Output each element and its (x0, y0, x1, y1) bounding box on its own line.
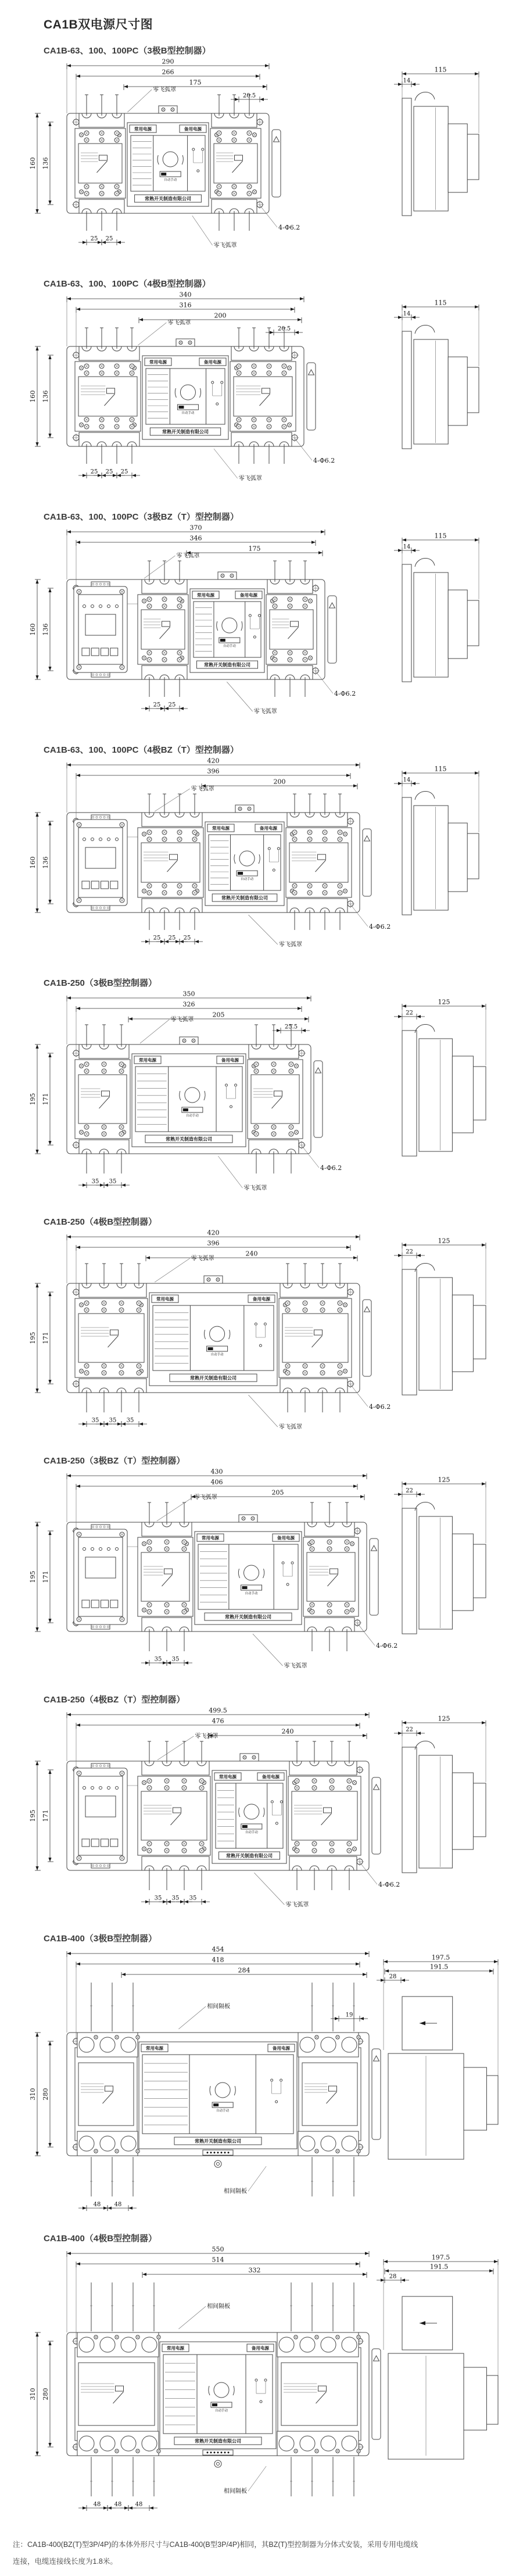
dim-side-width: 125 (438, 1476, 450, 1484)
auto-manual-label: 自动手动 (241, 878, 254, 881)
front-view (29, 757, 391, 949)
dim-mount-width: 396 (207, 1239, 220, 1247)
front-view (29, 2246, 381, 2511)
auto-manual-label: 自动手动 (245, 1831, 258, 1834)
dim-overall-width: 290 (162, 58, 174, 66)
dim-mount-height: 280 (42, 2088, 49, 2101)
dim-mount-height: 171 (42, 1332, 49, 1344)
dim-center-width: 175 (189, 78, 202, 87)
side-view (394, 999, 486, 1157)
normal-power-label: 常用电源 (134, 126, 152, 132)
mounting-holes-label: 4-Φ6.2 (376, 1642, 398, 1650)
arc-cover-label-top: 零飞弧罩 (176, 553, 200, 559)
mounting-holes-label: 4-Φ6.2 (320, 1164, 342, 1172)
arc-cover-label-bottom: 零飞弧罩 (285, 1902, 309, 1908)
front-view (29, 524, 356, 715)
footnote-line1: 注：CA1B-400(BZ(T)型3P/4P)的本体外形尺寸与CA1B-400(B型3P/4P)相同，其BZ(T)型控制器为分体式安装，采用专用电缆线 (13, 2541, 418, 2549)
dim-height: 310 (29, 2088, 37, 2101)
dim-overall-width: 499.5 (209, 1706, 227, 1715)
arc-cover-label-top: 零飞弧罩 (167, 320, 191, 326)
dim-terminal-pitch: 35 (109, 1178, 117, 1185)
section-drawing (12, 757, 523, 973)
dim-side-depth: 14 (403, 77, 411, 84)
mounting-holes-label: 4-Φ6.2 (369, 923, 391, 931)
dim-height: 195 (29, 1570, 37, 1583)
footnote-line2: 连接，电缆连接线长度为1.8米。 (13, 2557, 117, 2566)
auto-manual-label: 自动手动 (164, 178, 177, 182)
dim-overall-width: 420 (207, 757, 220, 765)
dim-height: 160 (29, 856, 37, 869)
dimension-section (0, 1215, 523, 1451)
dimension-section (0, 1454, 523, 1690)
section-drawing (12, 524, 523, 740)
company-label: 常熟开关制造有限公司 (195, 2438, 241, 2444)
dim-terminal-pitch: 35 (91, 1178, 99, 1185)
backup-power-label: 备用电源 (273, 2045, 290, 2051)
dim-mount-width: 316 (179, 301, 192, 309)
dimension-section (0, 976, 523, 1212)
dim-overall-width: 420 (207, 1229, 220, 1237)
backup-power-label: 备用电源 (260, 825, 277, 831)
dim-side-depth: 22 (406, 1010, 413, 1017)
dim-overall-width: 340 (179, 291, 192, 299)
dim-corner-offset: 25.5 (284, 1024, 298, 1031)
dim-height: 195 (29, 1332, 37, 1344)
phase-partition-label-top: 相间隔板 (207, 2003, 231, 2010)
dim-center-width: 200 (273, 778, 286, 786)
normal-power-label: 常用电源 (212, 825, 230, 831)
phase-partition-label-top: 相间隔板 (207, 2303, 231, 2310)
side-view (394, 765, 479, 915)
phase-partition-label-bottom: 相间隔板 (224, 2188, 247, 2195)
dimension-section (0, 1693, 523, 1929)
dim-mount-width: 266 (162, 68, 174, 76)
dimension-section (0, 743, 523, 973)
dim-terminal-pitch: 25 (168, 935, 176, 942)
arc-cover-label-top: 零飞弧罩 (170, 1017, 194, 1023)
side-view (377, 1954, 498, 2160)
section-heading: CA1B-63、100、100PC（4极BZ（T）型控制器） (44, 745, 239, 755)
dim-height: 160 (29, 390, 37, 403)
dim-mount-height: 136 (42, 856, 49, 869)
dim-terminal-pitch: 48 (114, 2201, 122, 2208)
section-drawing (12, 291, 523, 507)
dim-center-width: 284 (238, 1966, 250, 1974)
mounting-holes-label: 4-Φ6.2 (334, 690, 356, 697)
dim-side-width: 125 (438, 1715, 450, 1723)
dim-mount-height: 171 (42, 1570, 49, 1583)
dim-overall-width: 350 (182, 990, 195, 998)
side-view (394, 1237, 486, 1396)
dimension-section (0, 44, 523, 274)
section-drawing (12, 1706, 523, 1929)
dim-terminal-pitch: 25 (90, 235, 98, 242)
arc-cover-label-bottom: 零飞弧罩 (243, 1185, 267, 1192)
dimension-section (0, 2232, 523, 2528)
controller-box (74, 582, 127, 677)
dim-mount-width: 406 (210, 1478, 223, 1486)
dim-mount-height: 280 (42, 2388, 49, 2400)
mounting-holes-label: 4-Φ6.2 (313, 457, 335, 464)
arc-cover-label-top: 零飞弧罩 (153, 87, 177, 93)
dim-terminal-pitch: 48 (93, 2501, 101, 2508)
dim-side-width: 197.5 (431, 2253, 450, 2262)
dim-height: 195 (29, 1809, 37, 1822)
dim-mount-height: 171 (42, 1093, 49, 1105)
section-heading: CA1B-400（4极B型控制器） (44, 2234, 157, 2244)
dim-mount-height: 171 (42, 1809, 49, 1822)
front-view (29, 1468, 397, 1670)
dim-side-width2: 191.5 (429, 2263, 449, 2271)
arc-cover-label-top: 零飞弧罩 (191, 1255, 214, 1262)
arc-cover-label-bottom: 零飞弧罩 (238, 475, 262, 482)
backup-power-label: 备用电源 (184, 126, 202, 132)
backup-power-label: 备用电源 (240, 592, 257, 598)
auto-manual-label: 自动手动 (223, 645, 236, 648)
arc-cover-label-bottom: 零飞弧罩 (278, 1424, 302, 1430)
dim-terminal-pitch: 35 (126, 1417, 134, 1424)
dim-terminal-pitch: 48 (135, 2501, 143, 2508)
dimension-section (0, 1932, 523, 2228)
dim-side-width: 115 (434, 66, 447, 74)
dim-mount-height: 136 (42, 623, 49, 636)
dim-height: 160 (29, 623, 37, 636)
arc-cover-label-bottom: 零飞弧罩 (213, 242, 237, 249)
section-drawing (12, 2245, 523, 2528)
dim-terminal-pitch: 35 (171, 1656, 180, 1663)
normal-power-label: 常用电源 (219, 1774, 237, 1780)
dim-height: 160 (29, 157, 37, 170)
normal-power-label: 常用电源 (202, 1535, 219, 1541)
section-drawing (12, 1945, 523, 2228)
dim-terminal-pitch: 25 (90, 468, 98, 475)
auto-manual-label: 自动手动 (216, 2109, 230, 2113)
dim-mount-height: 136 (42, 157, 49, 170)
dim-side-depth: 28 (389, 1973, 397, 1980)
backup-power-label: 备用电源 (262, 1774, 280, 1780)
section-heading: CA1B-250（3极BZ（T）型控制器） (44, 1456, 185, 1466)
section-heading: CA1B-250（4极BZ（T）型控制器） (44, 1695, 185, 1705)
auto-manual-label: 自动手动 (181, 412, 195, 415)
mounting-holes-label: 4-Φ6.2 (278, 224, 300, 231)
normal-power-label: 常用电源 (149, 359, 167, 365)
dim-mount-width: 418 (212, 1956, 224, 1964)
dim-center-width: 205 (212, 1011, 225, 1019)
dim-terminal-pitch: 25 (153, 702, 161, 709)
dim-terminal-pitch: 25 (105, 235, 113, 242)
dim-center-width: 332 (248, 2266, 261, 2274)
side-view (394, 299, 479, 449)
dim-height: 195 (29, 1093, 37, 1105)
dim-center-width: 240 (281, 1727, 294, 1736)
normal-power-label: 常用电源 (156, 1296, 174, 1302)
front-view (29, 1946, 381, 2212)
dim-terminal-pitch: 48 (93, 2201, 101, 2208)
dim-terminal-pitch: 35 (91, 1417, 99, 1424)
backup-power-label: 备用电源 (252, 2345, 269, 2351)
dim-mount-width: 346 (189, 534, 202, 542)
section-drawing (12, 1229, 523, 1451)
backup-power-label: 备用电源 (221, 1057, 239, 1063)
dim-corner-offset: 20.5 (277, 325, 291, 332)
mounting-holes-label: 4-Φ6.2 (369, 1403, 391, 1411)
company-label: 常熟开关制造有限公司 (221, 895, 268, 901)
dim-terminal-pitch: 25 (183, 935, 191, 942)
company-label: 常熟开关制造有限公司 (226, 1853, 273, 1859)
dim-side-width: 125 (438, 998, 450, 1006)
auto-manual-label: 自动手动 (185, 1114, 199, 1118)
dim-corner-offset: 20.5 (242, 92, 256, 99)
section-drawing (12, 990, 523, 1212)
front-view (29, 990, 342, 1192)
dim-side-width: 115 (434, 299, 447, 307)
dim-overall-width: 454 (212, 1945, 224, 1954)
backup-power-label: 备用电源 (277, 1535, 295, 1541)
controller-box (74, 1763, 127, 1868)
front-view (29, 58, 300, 249)
auto-manual-label: 自动手动 (210, 1353, 224, 1357)
dim-overall-width: 430 (210, 1468, 223, 1476)
dim-mount-width: 326 (182, 1000, 195, 1008)
normal-power-label: 常用电源 (139, 1057, 156, 1063)
dim-mount-width: 514 (212, 2256, 224, 2264)
side-view (394, 1715, 486, 1873)
dim-side-depth: 14 (403, 310, 411, 317)
side-view (394, 66, 479, 216)
section-drawing (12, 58, 523, 274)
side-view (394, 1476, 486, 1634)
dimension-section (0, 277, 523, 507)
dim-side-depth: 22 (406, 1248, 413, 1255)
company-label: 常熟开关制造有限公司 (195, 2138, 241, 2144)
dim-terminal-pitch: 25 (105, 468, 113, 475)
mounting-holes-label: 4-Φ6.2 (378, 1881, 400, 1888)
company-label: 常熟开关制造有限公司 (190, 1375, 237, 1381)
dim-center-width: 175 (248, 545, 261, 553)
dim-side-depth: 14 (403, 543, 411, 550)
side-view (394, 532, 479, 682)
company-label: 常熟开关制造有限公司 (162, 429, 209, 435)
dim-corner-offset: 19 (345, 2012, 353, 2019)
front-view (29, 291, 335, 482)
dim-terminal-pitch: 35 (154, 1895, 162, 1902)
normal-power-label: 常用电源 (146, 2045, 163, 2051)
company-label: 常熟开关制造有限公司 (166, 1136, 212, 1142)
dim-mount-width: 396 (207, 767, 220, 775)
dim-side-depth: 22 (406, 1726, 413, 1733)
dim-terminal-pitch: 35 (109, 1417, 117, 1424)
dim-mount-width: 476 (212, 1717, 224, 1725)
dim-side-depth: 14 (403, 777, 411, 783)
auto-manual-label: 自动手动 (214, 2409, 228, 2413)
dim-side-width: 115 (434, 532, 447, 540)
dim-side-depth: 28 (389, 2273, 397, 2280)
auto-manual-label: 自动手动 (245, 1592, 258, 1595)
dim-terminal-pitch: 25 (153, 935, 161, 942)
footnote (13, 2536, 511, 2570)
section-heading: CA1B-250（4极B型控制器） (44, 1217, 157, 1227)
dim-terminal-pitch: 25 (120, 468, 128, 475)
controller-box (74, 815, 127, 910)
section-drawing (12, 1468, 523, 1690)
front-view (29, 1229, 391, 1431)
dim-terminal-pitch: 35 (171, 1895, 180, 1902)
section-heading: CA1B-400（3极B型控制器） (44, 1934, 157, 1944)
section-heading: CA1B-250（3极B型控制器） (44, 978, 157, 988)
company-label: 常熟开关制造有限公司 (225, 1614, 271, 1620)
backup-power-label: 备用电源 (204, 359, 221, 365)
dim-center-width: 205 (271, 1489, 284, 1497)
page-title: CA1B双电源尺寸图 (44, 18, 153, 31)
dim-side-width: 115 (434, 765, 447, 773)
dim-side-depth: 22 (406, 1487, 413, 1494)
dim-mount-height: 136 (42, 390, 49, 403)
side-view (377, 2254, 498, 2460)
arc-cover-label-bottom: 零飞弧罩 (253, 709, 277, 715)
dimension-section (0, 510, 523, 740)
dim-side-width: 125 (438, 1237, 450, 1245)
arc-cover-label-top: 零飞弧罩 (191, 786, 214, 792)
controller-box (74, 1525, 127, 1629)
dim-terminal-pitch: 48 (114, 2501, 122, 2508)
dim-overall-width: 370 (189, 524, 202, 532)
arc-cover-label-top: 零飞弧罩 (195, 1733, 218, 1740)
section-heading: CA1B-63、100、100PC（3极BZ（T）型控制器） (44, 512, 239, 522)
normal-power-label: 常用电源 (167, 2345, 184, 2351)
dim-height: 310 (29, 2388, 37, 2400)
section-heading: CA1B-63、100、100PC（4极B型控制器） (44, 279, 211, 289)
dim-center-width: 200 (214, 312, 227, 320)
normal-power-label: 常用电源 (197, 592, 214, 598)
backup-power-label: 备用电源 (253, 1296, 270, 1302)
arc-cover-label-top: 零飞弧罩 (194, 1494, 217, 1501)
arc-cover-label-bottom: 零飞弧罩 (284, 1663, 307, 1669)
phase-partition-label-bottom: 相间隔板 (224, 2488, 247, 2495)
sections-container (0, 44, 523, 2528)
dim-terminal-pitch: 35 (154, 1656, 162, 1663)
arc-cover-label-bottom: 零飞弧罩 (278, 942, 302, 948)
company-label: 常熟开关制造有限公司 (145, 196, 191, 202)
dim-side-width: 197.5 (431, 1954, 450, 1962)
dim-terminal-pitch: 35 (189, 1895, 197, 1902)
front-view (29, 1707, 400, 1909)
dim-overall-width: 550 (212, 2245, 224, 2253)
section-heading: CA1B-63、100、100PC（3极B型控制器） (44, 46, 211, 56)
dim-side-width2: 191.5 (429, 1963, 449, 1971)
dim-center-width: 240 (245, 1250, 258, 1258)
dim-terminal-pitch: 25 (168, 702, 176, 709)
company-label: 常熟开关制造有限公司 (204, 662, 250, 668)
